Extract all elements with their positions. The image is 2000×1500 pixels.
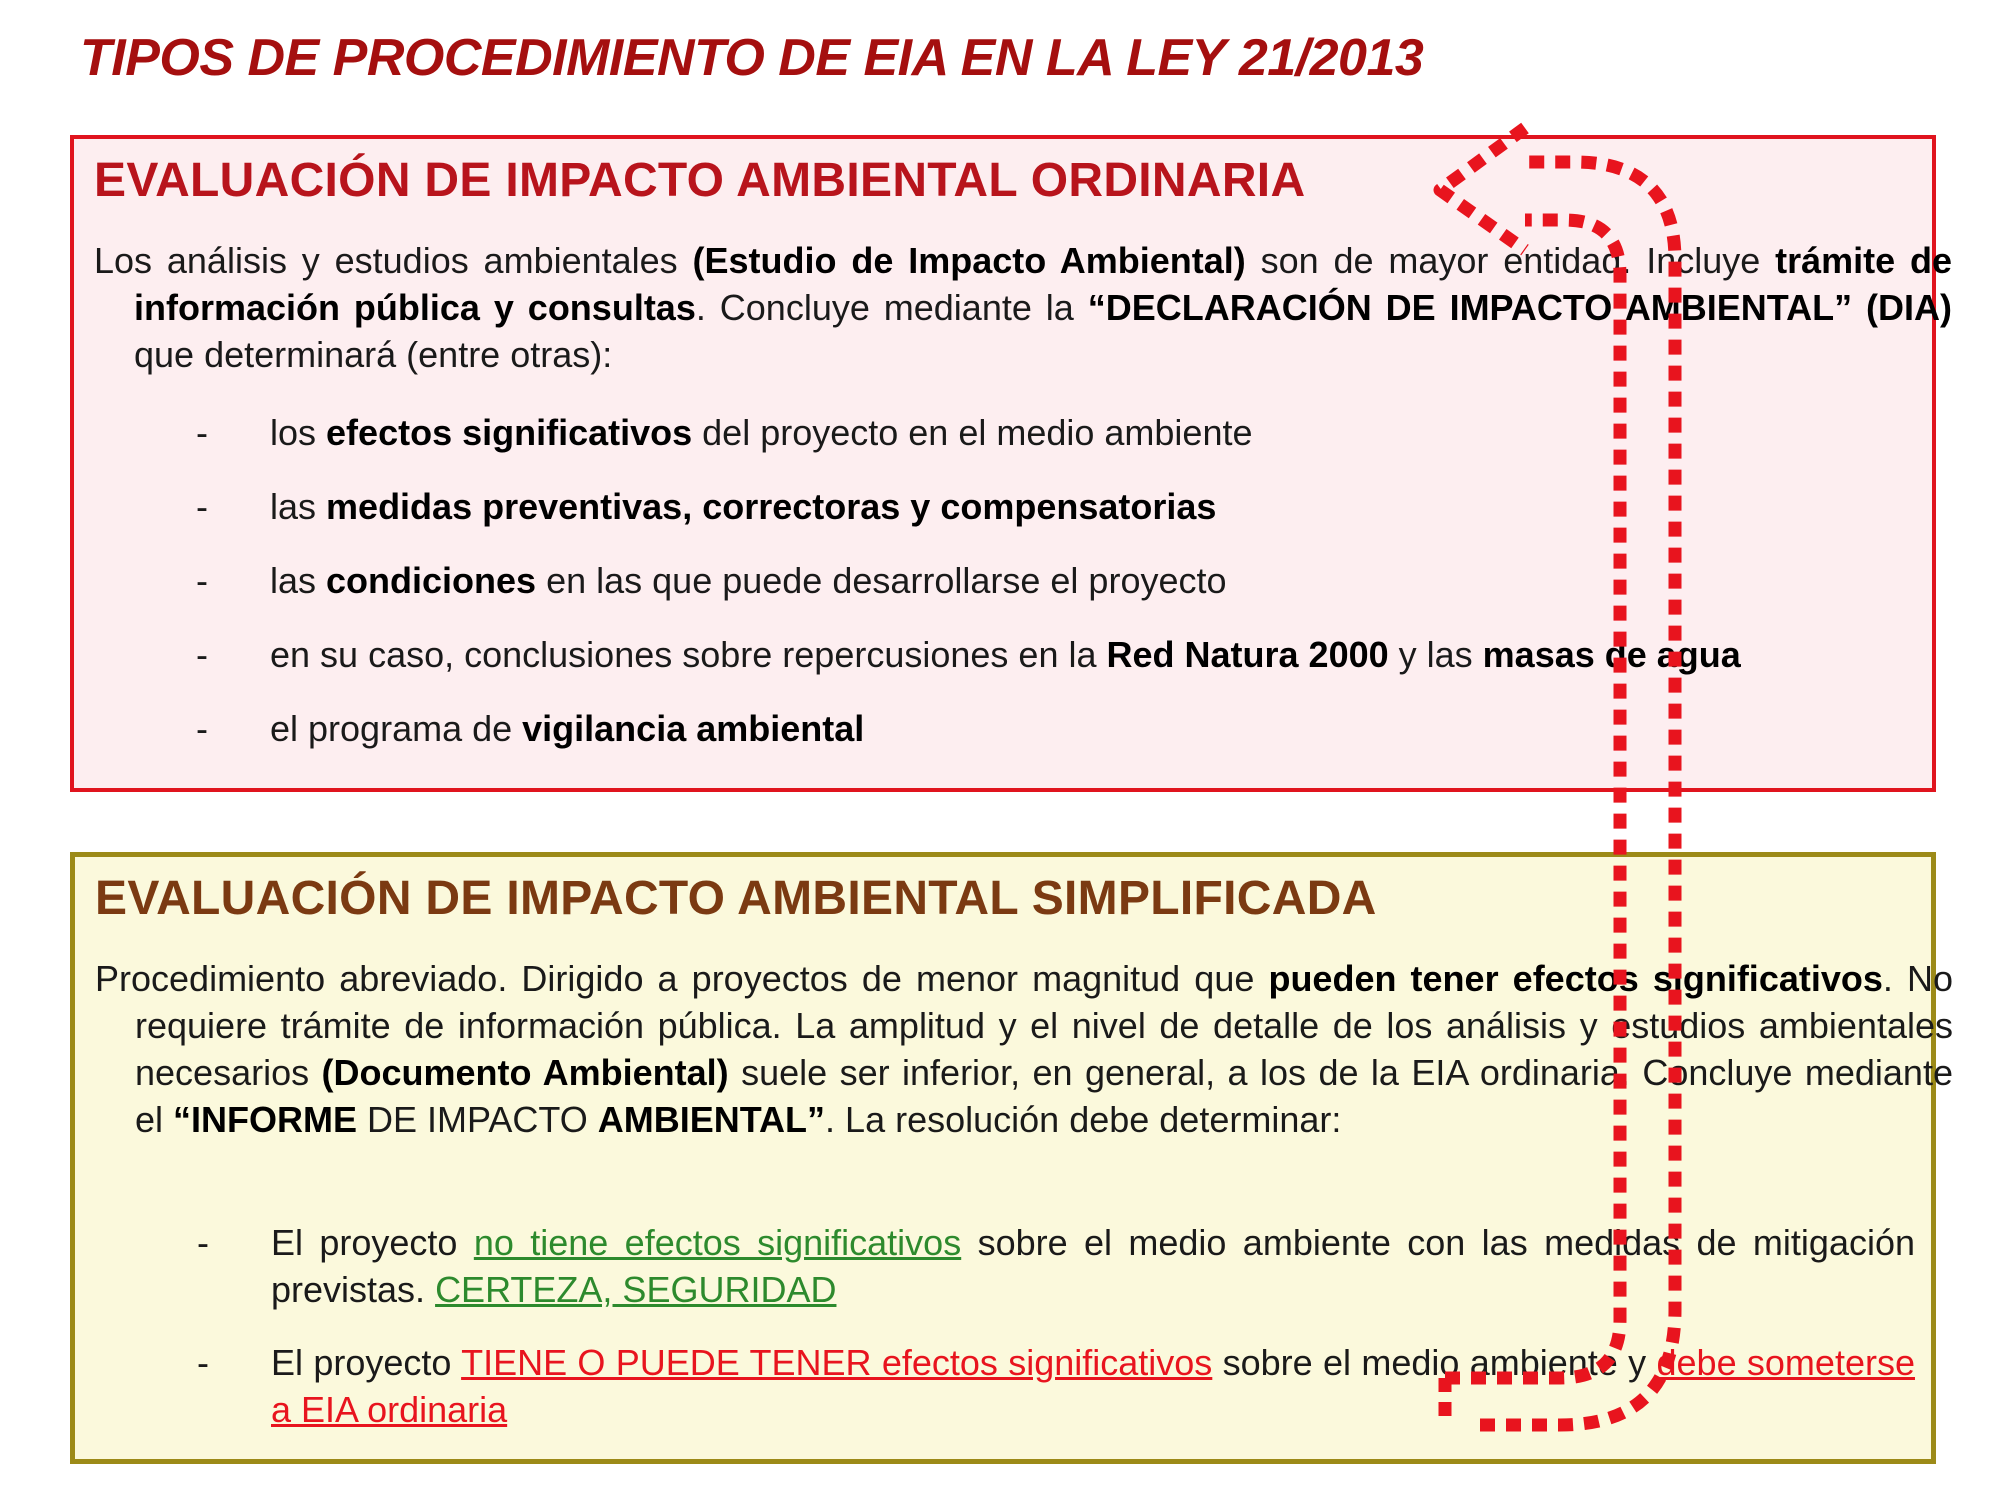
estudio-impacto-term: (Estudio de Impacto Ambiental): [692, 240, 1246, 281]
list-dash: -: [196, 560, 208, 601]
pueden-tener-efectos-term: pueden tener efectos significativos: [1268, 958, 1883, 999]
text-segment: Los análisis y estudios ambientales: [94, 240, 693, 281]
text-segment: los: [270, 412, 327, 453]
text-segment: El proyecto: [271, 1342, 462, 1383]
list-dash: -: [196, 486, 208, 527]
text-segment: las: [270, 486, 327, 527]
documento-ambiental-term: (Documento Ambiental): [321, 1052, 729, 1093]
list-item: [74, 557, 1934, 631]
certeza-seguridad-label: CERTEZA, SEGURIDAD: [435, 1269, 837, 1310]
informe-term: “INFORME: [173, 1099, 358, 1140]
list-item: [74, 705, 1934, 779]
text-segment: en su caso, conclusiones sobre repercusiones en la: [270, 634, 1107, 675]
list-dash: -: [197, 1222, 209, 1263]
simplificada-list: [75, 1219, 1935, 1459]
simplificada-description: [95, 955, 1953, 1143]
tramite-info-publica-term: trámite de información pública y consultas: [134, 240, 1953, 328]
green-underlined-term: no tiene efectos significativos: [473, 1222, 962, 1263]
list-item: [74, 483, 1934, 557]
bold-term: vigilancia ambiental: [522, 708, 865, 749]
text-segment: DE IMPACTO: [357, 1099, 598, 1140]
ordinaria-description: [94, 237, 1952, 378]
list-dash: -: [196, 708, 208, 749]
bold-term: Red Natura 2000: [1106, 634, 1389, 675]
bold-term: masas de agua: [1482, 634, 1741, 675]
list-item: [74, 409, 1934, 483]
text-segment: en las que puede desarrollarse el proyecto: [536, 560, 1227, 601]
list-item: [74, 631, 1934, 705]
text-segment: . Concluye mediante la: [695, 287, 1088, 328]
text-segment: sobre el medio ambiente y: [1212, 1342, 1657, 1383]
text-segment: el programa de: [270, 708, 523, 749]
text-segment: y las: [1388, 634, 1483, 675]
red-underlined-term: debe someterse a EIA ordinaria: [271, 1342, 1915, 1430]
text-segment: las: [270, 560, 327, 601]
list-item: [75, 1219, 1935, 1313]
text-segment: del proyecto en el medio ambiente: [692, 412, 1253, 453]
list-dash: -: [196, 412, 208, 453]
bold-term: medidas preventivas, correctoras y compensatorias: [326, 486, 1217, 527]
simplificada-box: [70, 852, 1954, 1464]
red-underlined-term: TIENE O PUEDE TENER efectos significativos: [461, 1342, 1213, 1383]
text-segment: sobre el medio ambiente con las medidas de mitigación previstas.: [271, 1222, 1916, 1310]
list-item: [75, 1339, 1935, 1433]
ambiental-term: AMBIENTAL”: [597, 1099, 826, 1140]
text-segment: que determinará (entre otras):: [134, 334, 613, 375]
ordinaria-list: [74, 409, 1934, 779]
list-dash: -: [196, 634, 208, 675]
list-dash: -: [197, 1342, 209, 1383]
bold-term: condiciones: [326, 560, 537, 601]
declaracion-impacto-term: “DECLARACIÓN DE IMPACTO AMBIENTAL” (DIA): [1087, 287, 1953, 328]
ordinaria-heading: EVALUACIÓN DE IMPACTO AMBIENTAL ORDINARIA: [94, 154, 1306, 207]
bold-term: efectos significativos: [326, 412, 693, 453]
text-segment: son de mayor entidad. Incluye: [1245, 240, 1776, 281]
page-title: TIPOS DE PROCEDIMIENTO DE EIA EN LA LEY 21/2013: [80, 29, 1424, 87]
text-segment: suele ser inferior, en general, a los de la EIA ordinaria. Concluye mediante el: [135, 1052, 1953, 1140]
text-segment: El proyecto: [271, 1222, 474, 1263]
text-segment: . No requiere trámite de información pública. La amplitud y el nivel de detalle de los análisis y estudios ambientales necesarios: [135, 958, 1954, 1093]
text-segment: . La resolución debe determinar:: [825, 1099, 1342, 1140]
ordinaria-box: [70, 135, 1953, 792]
simplificada-heading: EVALUACIÓN DE IMPACTO AMBIENTAL SIMPLIFICADA: [95, 872, 1377, 925]
text-segment: Procedimiento abreviado. Dirigido a proyectos de menor magnitud que: [95, 958, 1269, 999]
